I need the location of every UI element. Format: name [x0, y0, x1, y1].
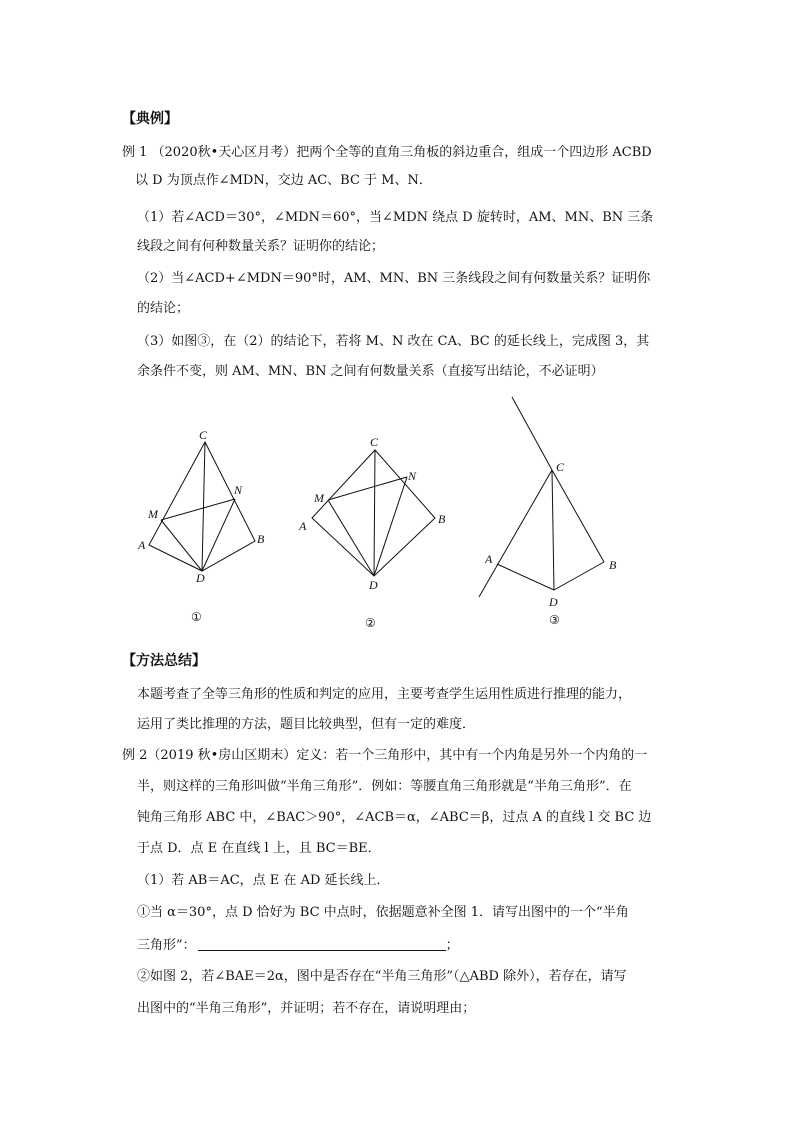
example2-q1: （1）若 AB＝AC，点 E 在 AD 延长线上．: [137, 873, 390, 888]
fig2-label-d: D: [369, 578, 378, 592]
fig2-label-a: A: [299, 519, 307, 533]
example1-q2-line2: 的结论；: [137, 301, 190, 316]
example1-line2: 以 D 为顶点作∠MDN，交边 AC、BC 于 M、N．: [135, 173, 432, 188]
example2-line4: 于点 D．点 E 在直线 l 上，且 BC＝BE．: [137, 841, 381, 856]
example1-line1: 例 1 （2020秋•天心区月考）把两个全等的直角三角板的斜边重合，组成一个四边形 ACBD: [122, 145, 652, 160]
example2-q1b-line2: 出图中的“半角三角形”，并证明；若不存在，请说明理由；: [137, 1001, 476, 1016]
fig3-label-c: C: [556, 460, 565, 474]
fig2-label-b: B: [438, 512, 446, 526]
fig3-label-b: B: [609, 558, 617, 572]
fig1-label-d: D: [196, 571, 205, 585]
example1-q1-line2: 线段之间有何种数量关系？证明你的结论；: [137, 239, 385, 254]
example2-line3: 钝角三角形 ABC 中，∠BAC＞90°，∠ACB＝α，∠ABC＝β，过点 A 的直线 l 交 BC 边: [137, 810, 652, 825]
fig3-caption: ③: [549, 613, 560, 627]
section-heading-method: 【方法总结】: [122, 653, 206, 669]
example1-q3-line1: （3）如图③，在（2）的结论下，若将 M、N 改在 CA、BC 的延长线上，完成图 3，其: [137, 334, 650, 349]
fig2-label-n: N: [408, 469, 417, 483]
fig1-caption: ①: [191, 610, 202, 624]
fig2-label-c: C: [370, 435, 379, 449]
fig3-label-a: A: [485, 552, 493, 566]
fig3-label-d: D: [549, 595, 558, 609]
example2-q1b-line1: ②如图 2，若∠BAE＝2α，图中是否存在“半角三角形”（△ABD 除外），若存在，请写: [137, 969, 627, 984]
figure-2: [290, 428, 460, 642]
method-line1: 本题考查了全等三角形的性质和判定的应用，主要考查学生运用性质进行推理的能力，: [137, 687, 632, 702]
example1-q1-line1: （1）若∠ACD＝30°，∠MDN＝60°，当∠MDN 绕点 D 旋转时，AM、MN、BN 三条: [137, 210, 654, 225]
fig2-caption: ②: [365, 616, 376, 630]
figure-1: [130, 425, 280, 639]
example2-line2: 半，则这样的三角形叫做“半角三角形”．例如：等腰直角三角形就是“半角三角形”．在: [137, 779, 632, 794]
answer-blank[interactable]: [198, 936, 446, 951]
answer-prompt: 三角形”：: [137, 938, 196, 953]
fig1-label-c: C: [199, 428, 208, 442]
fig1-label-n: N: [234, 483, 243, 497]
answer-suffix: ；: [445, 938, 459, 953]
example1-q3-line2: 余条件不变，则 AM、MN、BN 之间有何数量关系（直接写出结论，不必证明）: [137, 364, 604, 379]
fig2-label-m: M: [314, 491, 324, 505]
fig1-label-b: B: [257, 532, 265, 546]
figure-3: [470, 392, 640, 636]
example2-line1: 例 2（2019 秋•房山区期末）定义：若一个三角形中，其中有一个内角是另外一个内角的一: [122, 748, 648, 763]
fig1-label-a: A: [138, 538, 146, 552]
example1-q2-line1: （2）当∠ACD+∠MDN＝90°时，AM、MN、BN 三条线段之间有何数量关系？证明你: [137, 271, 651, 286]
fig1-label-m: M: [148, 507, 158, 521]
section-heading-example: 【典例】: [122, 111, 178, 127]
method-line2: 运用了类比推理的方法，题目比较典型，但有一定的难度．: [137, 717, 476, 732]
example2-q1a-line2: [137, 936, 459, 955]
example2-q1a-line1: ①当 α＝30°，点 D 恰好为 BC 中点时，依据题意补全图 1．请写出图中的一个“半角: [137, 905, 629, 920]
